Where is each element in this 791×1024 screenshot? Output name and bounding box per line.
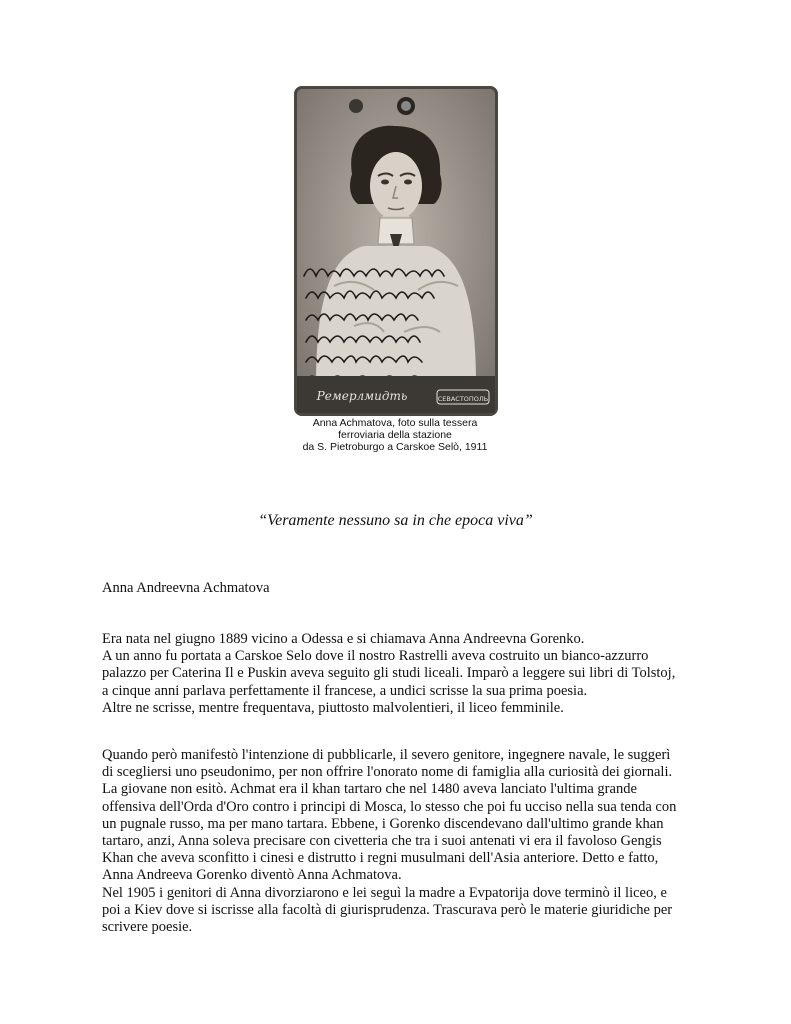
text-line: Khan che aveva sconfitto i cinesi e distrutto i regni musulmani dell'Asia anteriore. Detto e fatto, [102,850,659,867]
portrait-photo-card [294,86,498,416]
text-line: poi a Kiev dove si iscrisse alla facoltà di giurisprudenza. Trascurava però le materie giuridiche per [102,901,673,918]
photo-studio-city: СЕВАСТОПОЛЬ [437,395,489,403]
text-line: palazzo per Caterina Il e Puskin aveva seguito gli studi liceali. Imparò a leggere sui libri di Tolstoj, [102,665,676,682]
text-line: scrivere poesie. [102,919,193,936]
text-line: di scegliersi uno pseudonimo, per non offrire l'onorato nome di famiglia alla curiosità dei giornali. [102,764,673,781]
author-name: Anna Andreevna Achmatova [102,580,270,596]
photo-caption [290,417,500,453]
text-line: un pugnale russo, ma per mano tartara. Ebbene, i Gorenko discendevano dall'ultimo grande khan [102,815,664,832]
text-line: a cinque anni parlava perfettamente il francese, a undici scrisse la sua prima poesia. [102,682,588,699]
caption-line: Anna Achmatova, foto sulla tessera [312,417,478,429]
portrait-photo [294,86,498,416]
caption-line: ferroviaria della stazione [338,429,452,441]
text-line: Nel 1905 i genitori di Anna divorziarono e lei seguì la madre a Evpatorija dove terminò il liceo, e [102,884,667,901]
photographer-signature: Ремерлмидть [316,389,408,403]
epigraph-quote: “Veramente nessuno sa in che epoca viva” [258,512,533,529]
text-line: Quando però manifestò l'intenzione di pubblicarle, il severo genitore, ingegnere navale, le suggerì [102,747,671,763]
text-line: offensiva dell'Orda d'Oro contro i principi di Mosca, lo stesso che poi fu ucciso nella sua tenda con [102,798,677,815]
text-line: Anna Andreeva Gorenko diventò Anna Achmatova. [102,867,402,884]
paragraph-1 [102,631,702,717]
text-line: La giovane non esitò. Achmat era il khan tartaro che nel 1480 aveva lanciato l'ultima grande [102,781,637,798]
paragraph-2 [102,747,702,936]
text-line: tartaro, anzi, Anna soleva precisare con civetteria che tra i suoi antenati vi era il favoloso Gengis [102,833,662,850]
text-line: A un anno fu portata a Carskoe Selo dove il nostro Rastrelli aveva costruito un bianco-azzurro [102,648,649,665]
text-line: Era nata nel giugno 1889 vicino a Odessa e si chiamava Anna Andreevna Gorenko. [102,631,585,647]
caption-line: da S. Pietroburgo a Carskoe Selò, 1911 [302,441,488,453]
text-line: Altre ne scrisse, mentre frequentava, piuttosto malvolentieri, il liceo femminile. [102,699,564,716]
